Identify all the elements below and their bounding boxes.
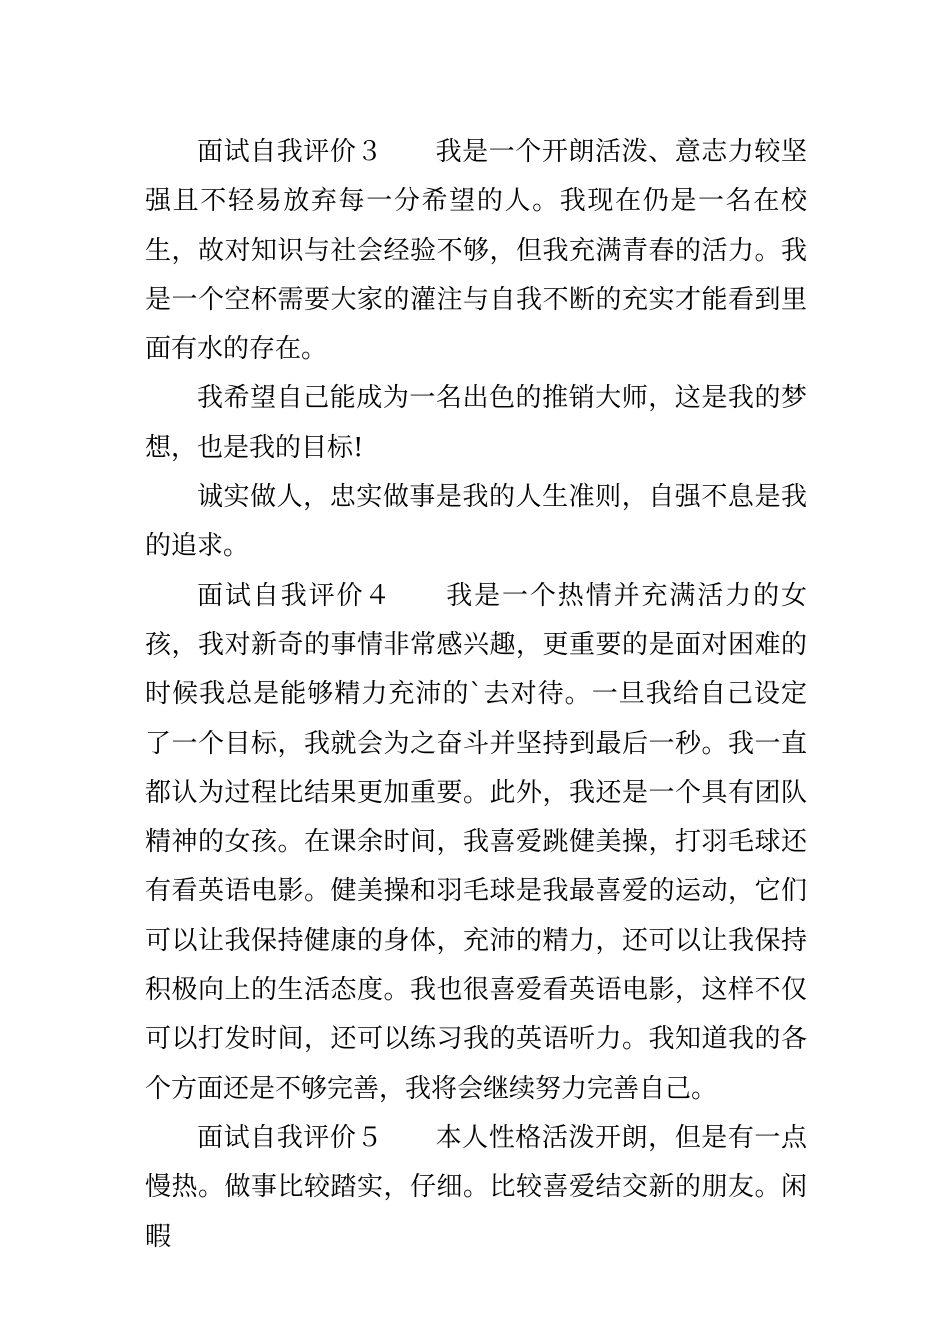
paragraph-text: 诚实做人，忠实做事是我的人生准则，自强不息是我的追求。 <box>145 482 807 562</box>
paragraph-evaluation-4 <box>145 572 807 1114</box>
paragraph-evaluation-5 <box>145 1114 807 1262</box>
document-body <box>145 128 807 1262</box>
paragraph-principle <box>145 473 807 572</box>
paragraph-evaluation-3 <box>145 128 807 374</box>
paragraph-goal <box>145 374 807 473</box>
section-heading: 面试自我评价４ <box>197 580 393 611</box>
paragraph-text: 我希望自己能成为一名出色的推销大师，这是我的梦想，也是我的目标! <box>145 383 807 463</box>
paragraph-text: 我是一个开朗活泼、意志力较坚强且不轻易放弃每一分希望的人。我现在仍是一名在校生，故对知识与社会经验不够，但我充满青春的活力。我是一个空杯需要大家的灌注与自我不断的充实才能看到里面有水的存在。 <box>145 137 807 365</box>
section-heading: 面试自我评价３ <box>197 137 383 167</box>
paragraph-text: 本人性格活泼开朗，但是有一点慢热。做事比较踏实，仔细。比较喜爱结交新的朋友。闲暇 <box>145 1122 807 1252</box>
section-heading: 面试自我评价５ <box>197 1122 383 1153</box>
paragraph-text: 我是一个热情并充满活力的女孩，我对新奇的事情非常感兴趣，更重要的是面对困难的时候我总是能够精力充沛的`去对待。一旦我给自己设定了一个目标，我就会为之奋斗并坚持到最后一秒。我一直都认为过程比结果更加重要。此外，我还是一个具有团队精神的女孩。在课余时间，我喜爱跳健美操，打羽毛球还有看英语电影。健美操和羽毛球是我最喜爱的运动，它们可以让我保持健康的身体，充沛的精力，还可以让我保持积极向上的生活态度。我也很喜爱看英语电影，这样不仅可以打发时间，还可以练习我的英语听力。我知道我的各个方面还是不够完善，我将会继续努力完善自己。 <box>145 580 807 1104</box>
